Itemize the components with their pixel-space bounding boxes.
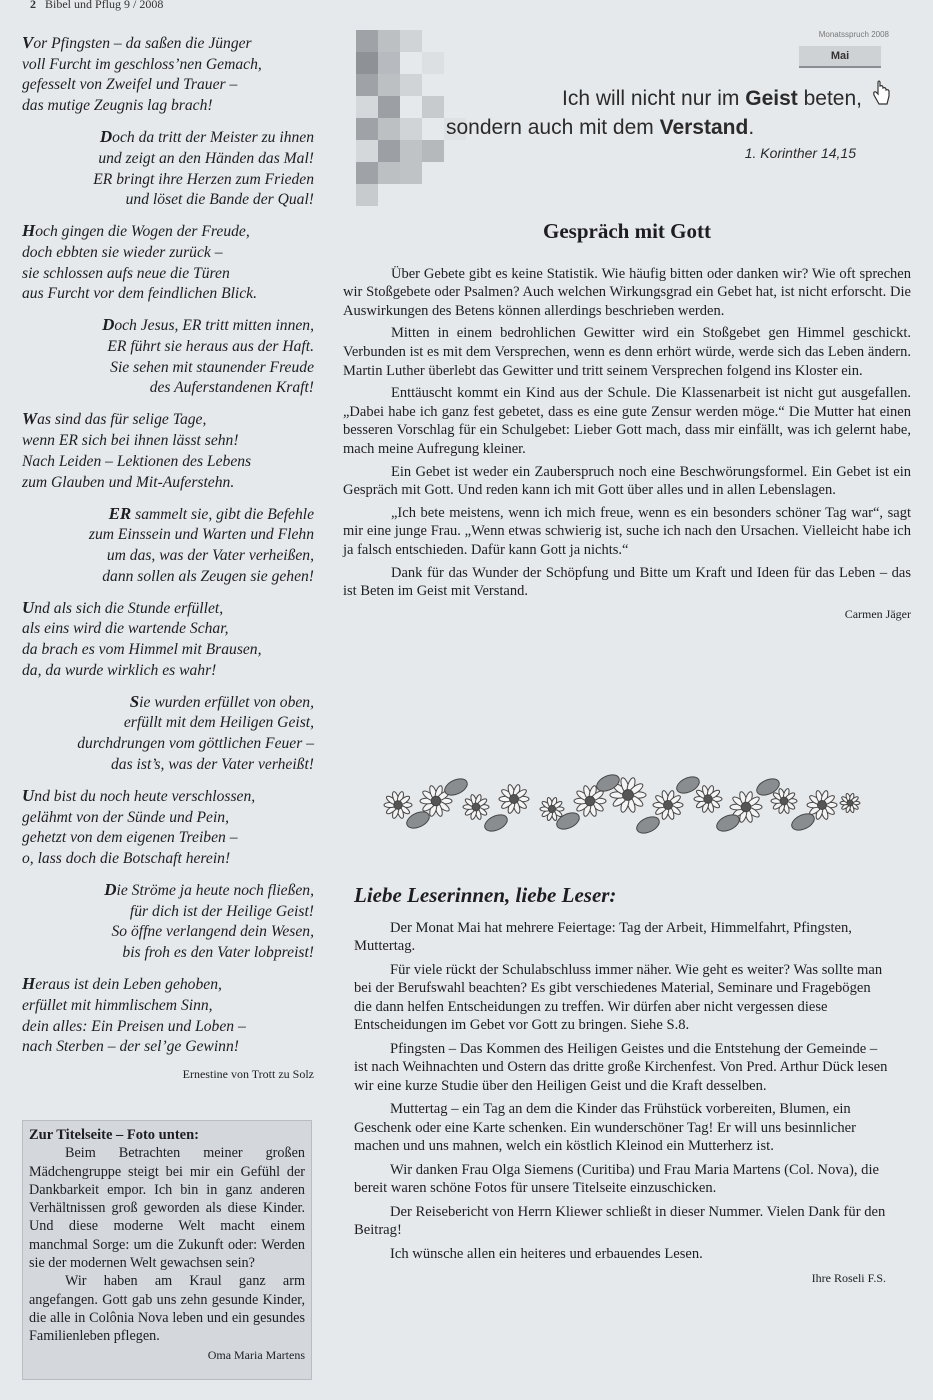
poem-line: zum Einssein und Warten und Flehn — [88, 526, 314, 544]
title-page-box — [22, 1120, 312, 1380]
title-box-paragraph: Beim Betrachten meiner großen Mädchengruppe steigt bei mir ein Gefühl der Dankbarkeit empor. Ich bin in ganz anderen Verhältnissen groß geworden als diese Kinder. Und diese moderne Welt macht einem manchmal Sorge: um die Zukunft oder: Werden sie der modernen Welt gewachsen sein? — [29, 1145, 305, 1272]
poem-stanza — [22, 127, 314, 211]
mosaic-tile — [378, 74, 400, 96]
letter-to-readers — [354, 883, 892, 1288]
poem-line: da, da wurde wirklich es wahr! — [22, 661, 217, 679]
mosaic-tile — [356, 96, 378, 118]
poem-line: voll Furcht im geschloss’nen Gemach, — [22, 55, 262, 73]
mosaic-tile — [356, 184, 378, 206]
poem-stanza — [22, 409, 314, 493]
flower — [694, 785, 722, 813]
stanza-initial: H — [22, 974, 36, 994]
poem-line: das ist’s, was der Vater verheißt! — [110, 755, 314, 773]
verse-emphasis: Verstand — [659, 116, 749, 139]
verse-text: Ich will nicht nur im — [562, 87, 746, 110]
verse-text: beten, — [797, 87, 862, 110]
issue-number: 9 / 2008 — [124, 0, 164, 11]
flower-garland-illustration — [378, 765, 864, 845]
poem-line: Die Ströme ja heute noch fließen, — [104, 879, 314, 899]
poem-stanza — [22, 504, 314, 588]
mosaic-tile — [356, 52, 378, 74]
poem-line: Nach Leiden – Lektionen des Lebens — [22, 452, 252, 470]
poem-line: das mutige Zeugnis lag brach! — [22, 97, 213, 115]
flower — [384, 791, 412, 819]
letter-paragraph: Muttertag – ein Tag an dem die Kinder das Frühstück vorbereiten, Blumen, ein Geschenk oder eine Karte schenken. Ein wunderschöner Tag! Er will uns besinnlicher machen und uns mahnen, welch ein köstlich Kleinod ein Mutterherz ist. — [354, 1101, 857, 1154]
poem-line: für dich ist der Heilige Geist! — [129, 902, 314, 920]
verse-reference: 1. Korinther 14,15 — [744, 145, 856, 161]
stanza-initial: D — [99, 127, 113, 147]
mosaic-tile — [378, 140, 400, 162]
flower — [463, 794, 489, 820]
title-box-paragraph: Wir haben am Kraul ganz arm angefangen. Gott gab uns zehn gesunde Kinder, die alle in Colônia Nova leben und ein gesundes Familienleben pflegen. — [29, 1273, 305, 1345]
poem-line: So öffne verlangend dein Wesen, — [111, 923, 314, 941]
stanza-initial: H — [22, 221, 36, 241]
poem-line: erfüllet mit himmlischem Sinn, — [22, 996, 213, 1014]
mosaic-tile — [378, 118, 400, 140]
mosaic-tile — [356, 140, 378, 162]
letter-signature: Ihre Roseli F.S. — [811, 1271, 886, 1285]
poem-stanza — [22, 33, 314, 117]
poem-line: durchdrungen vom göttlichen Feuer – — [77, 735, 314, 753]
title-box-author: Oma Maria Martens — [207, 1347, 305, 1362]
poem-line: Und als sich die Stunde erfüllet, — [22, 597, 224, 617]
stanza-initial: D — [104, 879, 117, 899]
poem — [22, 33, 314, 1085]
poem-stanza — [22, 880, 314, 964]
article-paragraph: Dank für das Wunder der Schöpfung und Bitte um Kraft und Ideen für das Leben – das ist Beten im Geist mit Verstand. — [343, 564, 911, 600]
article-paragraph: „Ich bete meistens, wenn ich mich freue, wenn es ein besonders schöner Tag war“, sagt mir eine junge Frau. „Wenn etwas schwierig ist, suche ich nach den Ursachen. Vielleicht habe ich ja falsch entschieden. Dafür kann Gott ja nichts.“ — [343, 504, 911, 558]
flower — [653, 790, 683, 820]
poem-stanza — [22, 974, 314, 1058]
poem-line: dann sollen als Zeugen sie gehen! — [102, 567, 314, 585]
poem-stanza — [22, 786, 314, 870]
poem-line: o, lass doch die Botschaft herein! — [22, 849, 231, 867]
monthly-verse — [436, 84, 876, 164]
poem-line: da brach es vom Himmel mit Brausen, — [22, 641, 262, 659]
poem-line: Heraus ist dein Leben gehoben, — [22, 974, 222, 994]
mosaic-tile — [400, 74, 422, 96]
poem-line: Und bist du noch heute verschlossen, — [22, 785, 256, 805]
mosaic-tile — [400, 118, 422, 140]
letter-paragraph: Der Monat Mai hat mehrere Feiertage: Tag der Arbeit, Himmelfahrt, Pfingsten, Muttertag. — [354, 919, 852, 954]
poem-line: Vor Pfingsten – da saßen die Jünger — [22, 33, 252, 52]
poem-author: Ernestine von Trott zu Solz — [182, 1067, 314, 1082]
letter-paragraph: Der Reisebericht von Herrn Kliewer schließt in dieser Nummer. Vielen Dank für den Beitrag! — [354, 1203, 886, 1238]
letter-paragraph: Ich wünsche allen ein heiteres und erbauendes Lesen. — [390, 1245, 703, 1262]
poem-line: und zeigt an den Händen das Mal! — [98, 149, 314, 167]
poem-stanzas — [22, 33, 314, 1058]
stanza-initial: U — [22, 597, 35, 617]
flower — [840, 793, 860, 813]
page-header — [30, 0, 163, 12]
mosaic-tile — [356, 30, 378, 52]
flower — [771, 788, 797, 814]
mosaic-tile — [400, 30, 422, 52]
verse-text: . — [748, 116, 755, 139]
poem-stanza — [22, 221, 314, 305]
mosaic-tile — [356, 74, 378, 96]
article-title: Gespräch mit Gott — [543, 219, 711, 243]
month-label: Monatsspruch 2008 — [818, 30, 889, 39]
mosaic-tile — [356, 162, 378, 184]
title-box-heading: Zur Titelseite – Foto unten: — [29, 1127, 199, 1143]
mosaic-tile — [378, 52, 400, 74]
magazine-name: Bibel und Pflug — [45, 0, 122, 11]
poem-line: ER führt sie heraus aus der Haft. — [107, 338, 314, 356]
poem-line: bis froh es den Vater lobpreist! — [122, 944, 314, 962]
article-paragraph: Über Gebete gibt es keine Statistik. Wie häufig bitten oder danken wir? Wie oft sprechen wir Stoßgebete oder Psalmen? Auch welchen Wirkungsgrad ein Gebet hat, ist nicht erforscht. Die Auswirkungen des Betens können allerdings beschrieben werden. — [343, 265, 911, 319]
poem-line: um das, was der Vater verheißen, — [106, 546, 314, 564]
poem-line: sie schlossen aufs neue die Türen — [22, 264, 230, 282]
article-paragraph: Enttäuscht kommt ein Kind aus der Schule. Die Klassenarbeit ist nicht gut ausgefallen. „Dabei habe ich ganz fest gebetet, dass es eine gute Zensur werden möge.“ Die Mutter hat einen besseren Vorschlag für ein Schulgebet: Lieber Gott mach, dass mir einfällt, was ich gelernt habe, mach meine Aufregung kleiner. — [343, 385, 911, 457]
stanza-initial: U — [22, 785, 35, 805]
poem-line: als eins wird die wartende Schar, — [22, 620, 229, 638]
poem-line: zum Glauben und Mit-Auferstehn. — [22, 473, 235, 491]
stanza-initial: ER — [108, 503, 132, 523]
poem-stanza — [22, 598, 314, 682]
month-tab: Mai — [799, 46, 881, 68]
stanza-initial: W — [22, 409, 38, 429]
verse-line-1 — [436, 84, 876, 113]
poem-line: erfüllt mit dem Heiligen Geist, — [123, 714, 314, 732]
mosaic-tile — [422, 52, 444, 74]
mosaic-tile — [378, 96, 400, 118]
mosaic-tile — [356, 118, 378, 140]
verse-text: sondern auch mit dem — [446, 116, 660, 139]
poem-line: des Auferstandenen Kraft! — [149, 379, 314, 397]
poem-line: Was sind das für selige Tage, — [22, 409, 207, 429]
poem-line: Hoch gingen die Wogen der Freude, — [22, 221, 250, 241]
poem-line: ER bringt ihre Herzen zum Frieden — [93, 170, 314, 188]
flower — [499, 784, 529, 814]
poem-line: doch ebbten sie wieder zurück – — [22, 243, 223, 261]
poem-line: ER sammelt sie, gibt die Befehle — [108, 503, 314, 523]
mosaic-tile — [378, 162, 400, 184]
stanza-initial: D — [102, 315, 115, 335]
poem-stanza — [22, 692, 314, 776]
poem-line: aus Furcht vor dem feindlichen Blick. — [22, 285, 257, 303]
letter-title: Liebe Leserinnen, liebe Leser: — [354, 883, 617, 907]
poem-line: dein alles: Ein Preisen und Loben – — [22, 1017, 246, 1035]
poem-line: Sie wurden erfüllet von oben, — [129, 691, 314, 711]
letter-paragraph: Für viele rückt der Schulabschluss immer näher. Wie geht es weiter? Was sollte man bei der Berufswahl beachten? Es gibt verschiedenes Material, Seminare und Fragebögen die dann helfen Entscheidungen zu treffen. Wir dürfen aber nicht vergessen diese Entscheidungen im Gebet vor Gott zu bringen. Siehe S.8. — [354, 961, 883, 1033]
mosaic-tile — [400, 162, 422, 184]
poem-line: gehetzt von dem eigenen Treiben – — [22, 829, 238, 847]
letter-paragraph: Wir danken Frau Olga Siemens (Curitiba) und Frau Maria Martens (Col. Nova), die bereit waren schöne Fotos für unsere Titelseite einzuschicken. — [354, 1161, 879, 1196]
leaf — [634, 814, 662, 837]
poem-line: gefesselt von Zweifel und Trauer – — [22, 76, 238, 94]
page-number: 2 — [30, 0, 36, 11]
poem-stanza — [22, 315, 314, 399]
poem-line: Sie sehen mit staunender Freude — [110, 358, 314, 376]
letter-paragraph: Pfingsten – Das Kommen des Heiligen Geistes und die Entstehung der Gemeinde – ist nach Weihnachten und Ostern das dritte große Kirchenfest. Von Pred. Arthur Dück lesen wir eine kurze Studie über den Heiligen Geist und die Kraft desselben. — [354, 1040, 888, 1094]
poem-line: Doch Jesus, ER tritt mitten innen, — [102, 315, 314, 335]
verse-emphasis: Geist — [745, 87, 798, 110]
poem-line: gelähmt von der Sünde und Pein, — [22, 808, 230, 826]
verse-line-2 — [436, 113, 876, 142]
poem-line: nach Sterben – der sel’ge Gewinn! — [22, 1038, 239, 1056]
article-paragraph: Ein Gebet ist weder ein Zauberspruch noch eine Beschwörungsformel. Ein Gebet ist ein Gespräch mit Gott. Und reden kann ich mit Gott über alles und in allen Lebenslagen. — [343, 463, 911, 499]
mosaic-tile — [378, 30, 400, 52]
article-gespraech-mit-gott — [343, 219, 911, 623]
monthly-verse-banner — [356, 30, 891, 205]
article-paragraph: Mitten in einem bedrohlichen Gewitter wird ein Stoßgebet gen Himmel geschickt. Verbunden ist es mit dem Versprechen, wenn es denn erhört würde, werde sich das Leben ändern. Martin Luther überlebt das Gewitter und tritt seinem Versprechen folgend ins Kloster ein. — [343, 325, 911, 379]
poem-line: und löset die Bande der Qual! — [125, 191, 314, 209]
stanza-initial: V — [22, 33, 34, 52]
poem-line: Doch da tritt der Meister zu ihnen — [99, 127, 314, 147]
mosaic-tile — [400, 140, 422, 162]
poem-line: wenn ER sich bei ihnen lässt sehn! — [22, 432, 239, 450]
article-author: Carmen Jäger — [844, 606, 911, 621]
stanza-initial: S — [129, 691, 140, 711]
